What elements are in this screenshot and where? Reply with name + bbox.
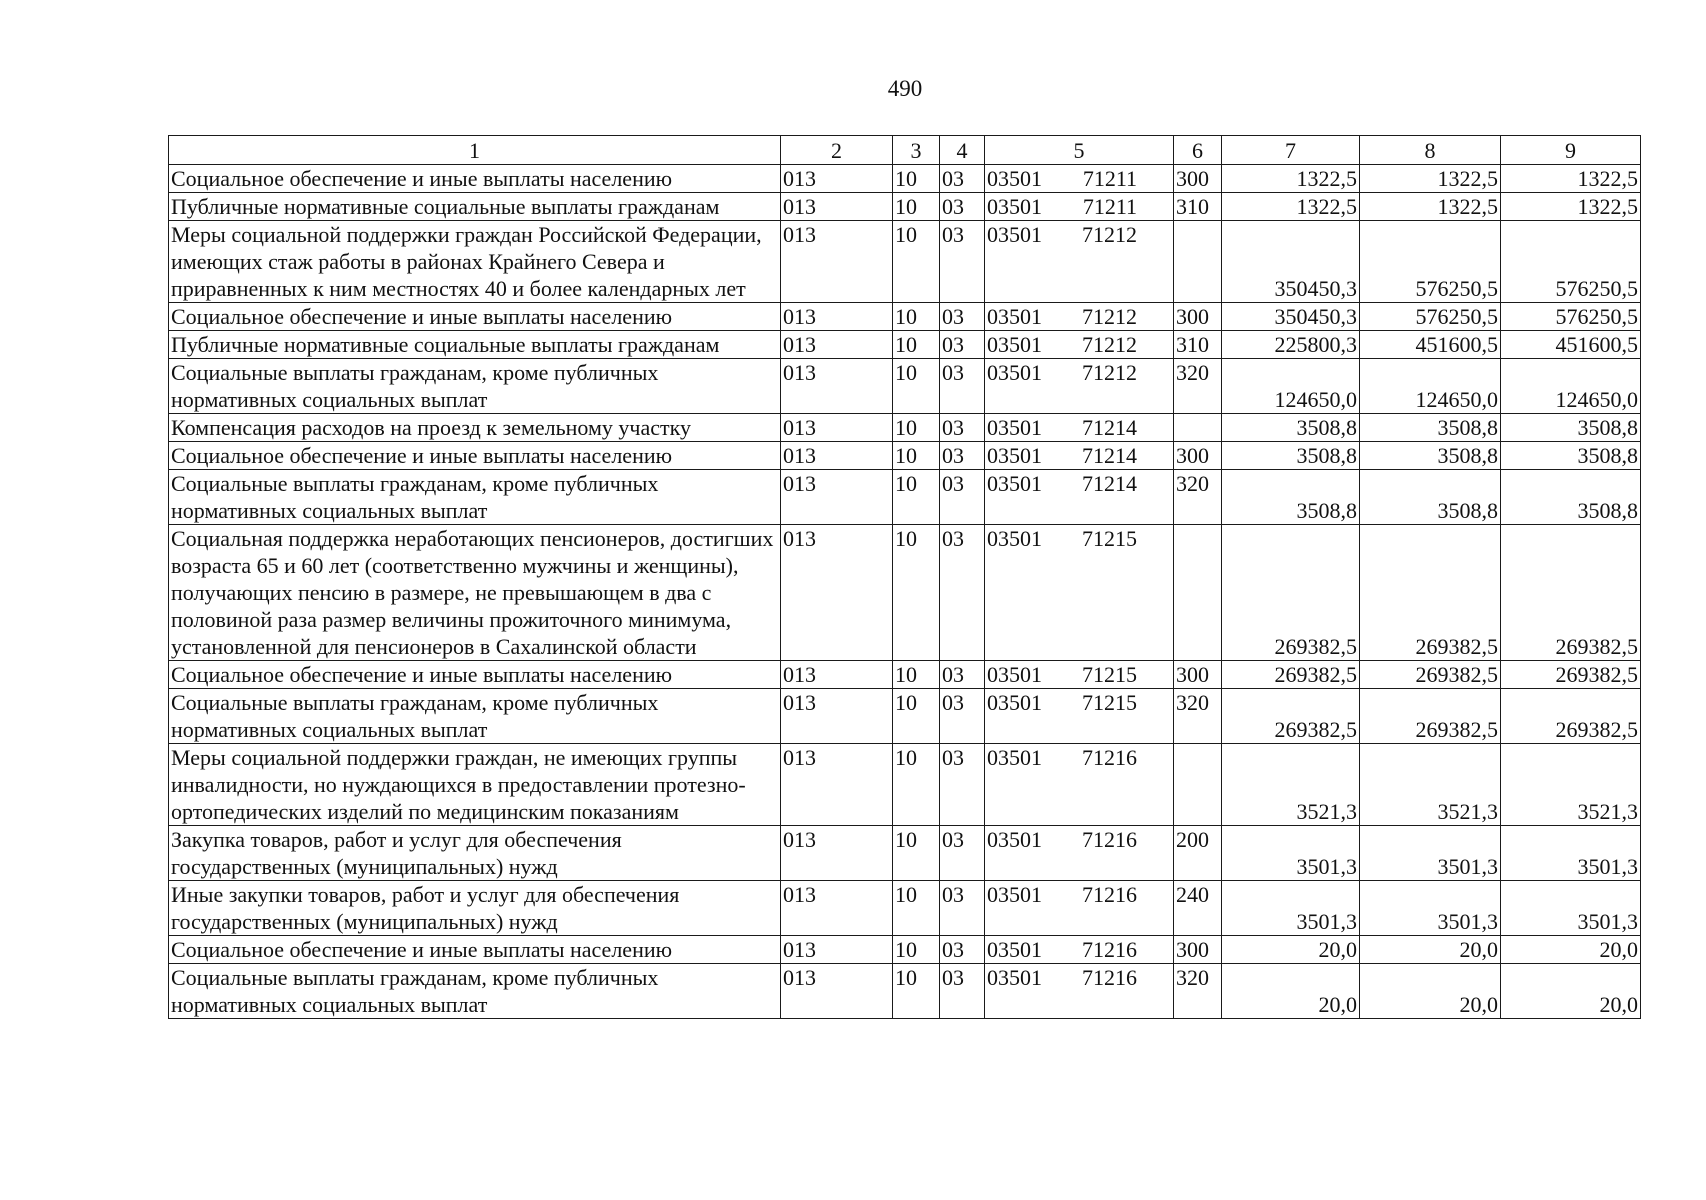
- amount-col7-cell: 3501,3: [1222, 881, 1360, 936]
- rz-code-cell: 10: [893, 470, 940, 525]
- table-row: [169, 826, 1641, 881]
- row-name-cell: Социальное обеспечение и иные выплаты населению: [169, 165, 781, 193]
- amount-col9-cell: 3521,3: [1501, 744, 1641, 826]
- budget-table: [168, 135, 1641, 1019]
- vr-code-cell: 320: [1174, 470, 1222, 525]
- amount-col7-cell: 3508,8: [1222, 470, 1360, 525]
- table-row: [169, 221, 1641, 303]
- amount-col9-cell: 576250,5: [1501, 303, 1641, 331]
- row-name-cell: Иные закупки товаров, работ и услуг для обеспечения государственных (муниципальных) нужд: [169, 881, 781, 936]
- csr-code-cell: [985, 165, 1174, 193]
- amount-col8-cell: 269382,5: [1360, 525, 1501, 661]
- table-row: [169, 165, 1641, 193]
- column-number-row: [169, 136, 1641, 165]
- pr-code-cell: 03: [940, 303, 985, 331]
- rz-code-cell: 10: [893, 442, 940, 470]
- row-name-cell: Компенсация расходов на проезд к земельному участку: [169, 414, 781, 442]
- amount-col9-cell: 3501,3: [1501, 881, 1641, 936]
- csr-direction-code: 71216: [1082, 827, 1137, 852]
- csr-program-code: 03501: [987, 415, 1042, 440]
- gr-code-cell: 013: [781, 331, 893, 359]
- csr-code-cell: [985, 303, 1174, 331]
- amount-col8-cell: 124650,0: [1360, 359, 1501, 414]
- pr-code-cell: 03: [940, 470, 985, 525]
- amount-col9-cell: 269382,5: [1501, 689, 1641, 744]
- csr-program-code: 03501: [987, 937, 1042, 962]
- csr-program-code: 03501: [987, 827, 1042, 852]
- column-header: 3: [893, 136, 940, 165]
- pr-code-cell: 03: [940, 414, 985, 442]
- rz-code-cell: 10: [893, 881, 940, 936]
- table-row: [169, 964, 1641, 1019]
- vr-code-cell: 320: [1174, 359, 1222, 414]
- gr-code-cell: 013: [781, 744, 893, 826]
- csr-direction-code: 71216: [1082, 937, 1137, 962]
- column-header: 7: [1222, 136, 1360, 165]
- row-name-cell: Социальное обеспечение и иные выплаты населению: [169, 936, 781, 964]
- rz-code-cell: 10: [893, 331, 940, 359]
- vr-code-cell: 310: [1174, 193, 1222, 221]
- csr-code-cell: [985, 964, 1174, 1019]
- vr-code-cell: [1174, 525, 1222, 661]
- column-header: 6: [1174, 136, 1222, 165]
- amount-col8-cell: 451600,5: [1360, 331, 1501, 359]
- csr-program-code: 03501: [987, 965, 1042, 990]
- csr-direction-code: 71214: [1082, 471, 1137, 496]
- vr-code-cell: [1174, 744, 1222, 826]
- amount-col7-cell: 269382,5: [1222, 525, 1360, 661]
- pr-code-cell: 03: [940, 221, 985, 303]
- csr-code-cell: [985, 331, 1174, 359]
- csr-direction-code: 71214: [1082, 443, 1137, 468]
- amount-col8-cell: 269382,5: [1360, 661, 1501, 689]
- amount-col9-cell: 3501,3: [1501, 826, 1641, 881]
- vr-code-cell: 300: [1174, 442, 1222, 470]
- pr-code-cell: 03: [940, 359, 985, 414]
- csr-program-code: 03501: [987, 526, 1042, 551]
- csr-program-code: 03501: [987, 882, 1042, 907]
- vr-code-cell: 240: [1174, 881, 1222, 936]
- table-row: [169, 442, 1641, 470]
- pr-code-cell: 03: [940, 331, 985, 359]
- vr-code-cell: 300: [1174, 661, 1222, 689]
- amount-col7-cell: 20,0: [1222, 936, 1360, 964]
- pr-code-cell: 03: [940, 826, 985, 881]
- amount-col7-cell: 1322,5: [1222, 165, 1360, 193]
- pr-code-cell: 03: [940, 744, 985, 826]
- gr-code-cell: 013: [781, 359, 893, 414]
- vr-code-cell: [1174, 414, 1222, 442]
- csr-code-cell: [985, 661, 1174, 689]
- csr-program-code: 03501: [987, 690, 1042, 715]
- vr-code-cell: 310: [1174, 331, 1222, 359]
- csr-program-code: 03501: [987, 471, 1042, 496]
- column-header: 2: [781, 136, 893, 165]
- vr-code-cell: 300: [1174, 165, 1222, 193]
- amount-col9-cell: 576250,5: [1501, 221, 1641, 303]
- row-name-cell: Меры социальной поддержки граждан Российской Федерации, имеющих стаж работы в районах Крайнего Севера и приравненных к ним местностях 40 и более календарных лет: [169, 221, 781, 303]
- pr-code-cell: 03: [940, 661, 985, 689]
- pr-code-cell: 03: [940, 442, 985, 470]
- pr-code-cell: 03: [940, 525, 985, 661]
- csr-direction-code: 71216: [1082, 965, 1137, 990]
- amount-col7-cell: 350450,3: [1222, 221, 1360, 303]
- row-name-cell: Меры социальной поддержки граждан, не имеющих группы инвалидности, но нуждающихся в предоставлении протезно-ортопедических изделий по медицинским показаниям: [169, 744, 781, 826]
- csr-direction-code: 71211: [1082, 194, 1137, 219]
- vr-code-cell: 320: [1174, 964, 1222, 1019]
- csr-program-code: 03501: [987, 166, 1042, 191]
- csr-direction-code: 71212: [1082, 222, 1137, 247]
- row-name-cell: Публичные нормативные социальные выплаты гражданам: [169, 193, 781, 221]
- table-row: [169, 414, 1641, 442]
- csr-code-cell: [985, 881, 1174, 936]
- csr-code-cell: [985, 826, 1174, 881]
- csr-direction-code: 71211: [1082, 166, 1137, 191]
- table-body: [169, 165, 1641, 1019]
- amount-col9-cell: 20,0: [1501, 936, 1641, 964]
- rz-code-cell: 10: [893, 744, 940, 826]
- csr-code-cell: [985, 525, 1174, 661]
- gr-code-cell: 013: [781, 689, 893, 744]
- row-name-cell: Социальные выплаты гражданам, кроме публичных нормативных социальных выплат: [169, 964, 781, 1019]
- amount-col8-cell: 3521,3: [1360, 744, 1501, 826]
- gr-code-cell: 013: [781, 881, 893, 936]
- amount-col9-cell: 124650,0: [1501, 359, 1641, 414]
- gr-code-cell: 013: [781, 661, 893, 689]
- table-row: [169, 661, 1641, 689]
- gr-code-cell: 013: [781, 470, 893, 525]
- page-number: 490: [887, 76, 923, 101]
- csr-program-code: 03501: [987, 662, 1042, 687]
- table-row: [169, 331, 1641, 359]
- table-row: [169, 359, 1641, 414]
- amount-col8-cell: 20,0: [1360, 936, 1501, 964]
- vr-code-cell: 300: [1174, 936, 1222, 964]
- vr-code-cell: 300: [1174, 303, 1222, 331]
- column-header: 8: [1360, 136, 1501, 165]
- gr-code-cell: 013: [781, 414, 893, 442]
- amount-col9-cell: 269382,5: [1501, 525, 1641, 661]
- table-row: [169, 470, 1641, 525]
- table-row: [169, 689, 1641, 744]
- amount-col7-cell: 3508,8: [1222, 442, 1360, 470]
- csr-code-cell: [985, 221, 1174, 303]
- amount-col9-cell: 269382,5: [1501, 661, 1641, 689]
- amount-col7-cell: 269382,5: [1222, 689, 1360, 744]
- row-name-cell: Социальные выплаты гражданам, кроме публичных нормативных социальных выплат: [169, 470, 781, 525]
- amount-col8-cell: 3508,8: [1360, 414, 1501, 442]
- amount-col8-cell: 3508,8: [1360, 470, 1501, 525]
- row-name-cell: Закупка товаров, работ и услуг для обеспечения государственных (муниципальных) нужд: [169, 826, 781, 881]
- column-header: 9: [1501, 136, 1641, 165]
- csr-program-code: 03501: [987, 360, 1042, 385]
- amount-col8-cell: 3501,3: [1360, 826, 1501, 881]
- gr-code-cell: 013: [781, 826, 893, 881]
- csr-code-cell: [985, 470, 1174, 525]
- amount-col7-cell: 124650,0: [1222, 359, 1360, 414]
- csr-direction-code: 71214: [1082, 415, 1137, 440]
- vr-code-cell: 200: [1174, 826, 1222, 881]
- pr-code-cell: 03: [940, 936, 985, 964]
- csr-direction-code: 71212: [1082, 304, 1137, 329]
- rz-code-cell: 10: [893, 414, 940, 442]
- amount-col9-cell: 3508,8: [1501, 442, 1641, 470]
- rz-code-cell: 10: [893, 936, 940, 964]
- amount-col7-cell: 3521,3: [1222, 744, 1360, 826]
- amount-col7-cell: 3508,8: [1222, 414, 1360, 442]
- gr-code-cell: 013: [781, 442, 893, 470]
- csr-code-cell: [985, 689, 1174, 744]
- rz-code-cell: 10: [893, 826, 940, 881]
- amount-col7-cell: 269382,5: [1222, 661, 1360, 689]
- row-name-cell: Социальное обеспечение и иные выплаты населению: [169, 303, 781, 331]
- amount-col8-cell: 3508,8: [1360, 442, 1501, 470]
- vr-code-cell: 320: [1174, 689, 1222, 744]
- csr-code-cell: [985, 442, 1174, 470]
- csr-code-cell: [985, 359, 1174, 414]
- gr-code-cell: 013: [781, 165, 893, 193]
- csr-program-code: 03501: [987, 443, 1042, 468]
- rz-code-cell: 10: [893, 964, 940, 1019]
- gr-code-cell: 013: [781, 936, 893, 964]
- row-name-cell: Социальные выплаты гражданам, кроме публичных нормативных социальных выплат: [169, 359, 781, 414]
- column-header: 4: [940, 136, 985, 165]
- row-name-cell: Социальные выплаты гражданам, кроме публичных нормативных социальных выплат: [169, 689, 781, 744]
- gr-code-cell: 013: [781, 964, 893, 1019]
- amount-col9-cell: 20,0: [1501, 964, 1641, 1019]
- rz-code-cell: 10: [893, 525, 940, 661]
- amount-col9-cell: 3508,8: [1501, 470, 1641, 525]
- amount-col8-cell: 576250,5: [1360, 221, 1501, 303]
- csr-direction-code: 71215: [1082, 690, 1137, 715]
- amount-col9-cell: 1322,5: [1501, 165, 1641, 193]
- pr-code-cell: 03: [940, 689, 985, 744]
- amount-col8-cell: 269382,5: [1360, 689, 1501, 744]
- csr-direction-code: 71215: [1082, 662, 1137, 687]
- rz-code-cell: 10: [893, 303, 940, 331]
- csr-direction-code: 71216: [1082, 745, 1137, 770]
- csr-code-cell: [985, 936, 1174, 964]
- row-name-cell: Социальная поддержка неработающих пенсионеров, достигших возраста 65 и 60 лет (соответственно мужчины и женщины), получающих пенсию в размере, не превышающем в два с половиной раза размер величины прожиточного минимума, установленной для пенсионеров в Сахалинской области: [169, 525, 781, 661]
- pr-code-cell: 03: [940, 881, 985, 936]
- table-row: [169, 525, 1641, 661]
- amount-col8-cell: 1322,5: [1360, 165, 1501, 193]
- csr-program-code: 03501: [987, 745, 1042, 770]
- rz-code-cell: 10: [893, 661, 940, 689]
- gr-code-cell: 013: [781, 193, 893, 221]
- table-row: [169, 881, 1641, 936]
- amount-col8-cell: 20,0: [1360, 964, 1501, 1019]
- csr-code-cell: [985, 744, 1174, 826]
- csr-program-code: 03501: [987, 332, 1042, 357]
- csr-program-code: 03501: [987, 194, 1042, 219]
- row-name-cell: Социальное обеспечение и иные выплаты населению: [169, 661, 781, 689]
- amount-col8-cell: 1322,5: [1360, 193, 1501, 221]
- csr-program-code: 03501: [987, 304, 1042, 329]
- amount-col7-cell: 350450,3: [1222, 303, 1360, 331]
- amount-col7-cell: 1322,5: [1222, 193, 1360, 221]
- csr-direction-code: 71216: [1082, 882, 1137, 907]
- amount-col7-cell: 3501,3: [1222, 826, 1360, 881]
- csr-direction-code: 71212: [1082, 360, 1137, 385]
- pr-code-cell: 03: [940, 193, 985, 221]
- table-row: [169, 936, 1641, 964]
- rz-code-cell: 10: [893, 689, 940, 744]
- amount-col8-cell: 576250,5: [1360, 303, 1501, 331]
- rz-code-cell: 10: [893, 165, 940, 193]
- amount-col9-cell: 451600,5: [1501, 331, 1641, 359]
- csr-program-code: 03501: [987, 222, 1042, 247]
- amount-col7-cell: 225800,3: [1222, 331, 1360, 359]
- row-name-cell: Публичные нормативные социальные выплаты гражданам: [169, 331, 781, 359]
- csr-code-cell: [985, 193, 1174, 221]
- amount-col9-cell: 3508,8: [1501, 414, 1641, 442]
- table-row: [169, 303, 1641, 331]
- row-name-cell: Социальное обеспечение и иные выплаты населению: [169, 442, 781, 470]
- gr-code-cell: 013: [781, 303, 893, 331]
- column-header: 1: [169, 136, 781, 165]
- csr-direction-code: 71215: [1082, 526, 1137, 551]
- csr-code-cell: [985, 414, 1174, 442]
- amount-col9-cell: 1322,5: [1501, 193, 1641, 221]
- vr-code-cell: [1174, 221, 1222, 303]
- column-header: 5: [985, 136, 1174, 165]
- pr-code-cell: 03: [940, 165, 985, 193]
- pr-code-cell: 03: [940, 964, 985, 1019]
- gr-code-cell: 013: [781, 221, 893, 303]
- table-row: [169, 744, 1641, 826]
- gr-code-cell: 013: [781, 525, 893, 661]
- rz-code-cell: 10: [893, 193, 940, 221]
- amount-col7-cell: 20,0: [1222, 964, 1360, 1019]
- amount-col8-cell: 3501,3: [1360, 881, 1501, 936]
- table-row: [169, 193, 1641, 221]
- rz-code-cell: 10: [893, 221, 940, 303]
- rz-code-cell: 10: [893, 359, 940, 414]
- csr-direction-code: 71212: [1082, 332, 1137, 357]
